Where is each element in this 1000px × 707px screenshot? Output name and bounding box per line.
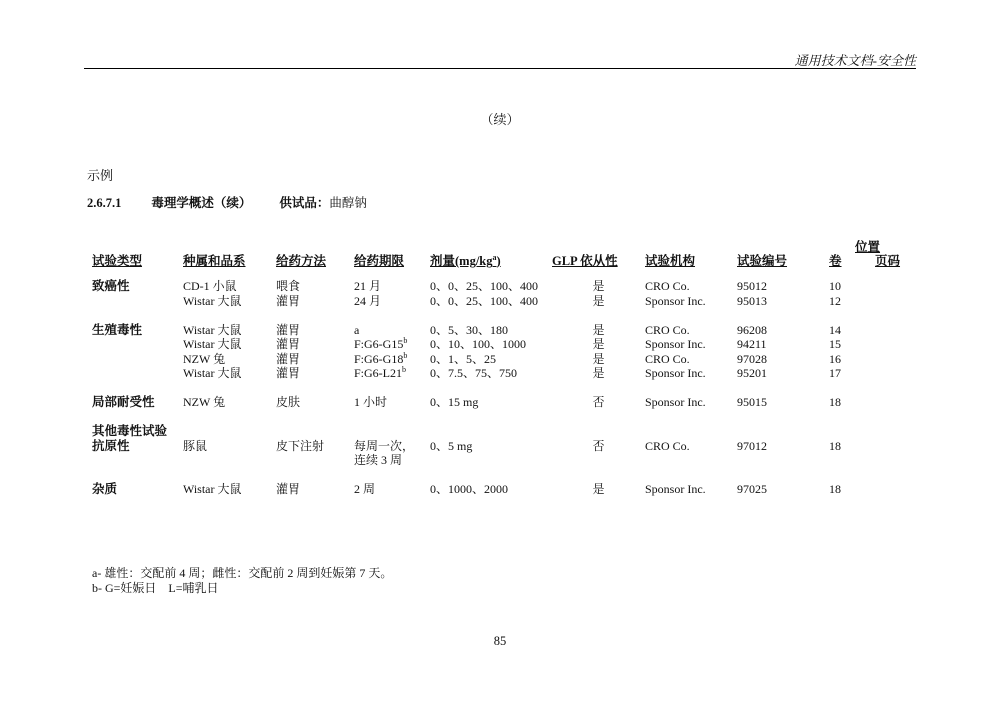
section-number: 2.6.7.1 (87, 196, 122, 210)
duration-cell (354, 294, 430, 309)
table-row (92, 308, 925, 337)
route-cell: 皮下注射 (276, 438, 325, 453)
empty-cell (829, 410, 875, 439)
duration-cell (354, 439, 430, 468)
duration-text: F:G6-L21 (354, 366, 402, 380)
empty-cell (552, 410, 645, 439)
dose-cell: 0、0、25、100、400 (430, 279, 539, 293)
section-heading (87, 193, 367, 211)
volume-cell: 18 (829, 438, 841, 453)
table-row (92, 439, 925, 468)
duration-text: 1 小时 (354, 395, 388, 409)
category-cell: 抗原性 (92, 438, 130, 453)
category-cell (92, 352, 183, 367)
test-article-label: 供试品： (279, 196, 330, 210)
dose-header-close: ) (496, 254, 501, 268)
dose-header-text: 剂量(mg/kg (430, 254, 493, 268)
species-cell: Wistar 大鼠 (183, 293, 242, 308)
category-cell (92, 294, 183, 309)
volume-cell: 16 (829, 351, 841, 366)
table-row (92, 352, 925, 367)
footnote-a: a- 雄性：交配前 4 周；雌性：交配前 2 周到妊娠第 7 天。 (92, 566, 393, 580)
glp-cell: 是 (592, 337, 605, 351)
duration-text: F:G6-G15 (354, 337, 404, 351)
duration-cell (354, 352, 430, 367)
page-cell (875, 279, 925, 294)
category-cell: 局部耐受性 (92, 395, 155, 409)
glp-cell: 否 (592, 395, 605, 409)
footnotes (92, 566, 392, 596)
page-cell (875, 366, 925, 381)
duration-text: 21 月 (354, 279, 382, 293)
glp-cell: 是 (592, 351, 605, 366)
route-cell: 灌胃 (276, 293, 301, 308)
glp-cell: 是 (592, 366, 605, 380)
column-header-page: 页码 (875, 254, 901, 268)
footnote-ref: b (403, 336, 408, 345)
species-cell: NZW 兔 (183, 395, 226, 409)
facility-cell: CRO Co. (645, 322, 690, 337)
empty-cell (354, 410, 430, 439)
table-row (92, 366, 925, 381)
dose-cell: 0、5、30、180 (430, 322, 509, 337)
footnote-ref: b (403, 350, 408, 360)
page-number: 85 (493, 634, 507, 648)
glp-cell: 是 (592, 482, 605, 496)
species-cell: NZW 兔 (183, 351, 226, 366)
facility-cell: Sponsor Inc. (645, 337, 706, 351)
table-row (92, 279, 925, 294)
duration-text: F:G6-G18 (354, 351, 404, 366)
study-no-cell: 94211 (737, 337, 767, 351)
route-cell: 灌胃 (276, 482, 301, 496)
route-cell: 灌胃 (276, 322, 301, 337)
facility-cell: Sponsor Inc. (645, 293, 706, 308)
species-cell: Wistar 大鼠 (183, 322, 242, 337)
dose-cell: 0、7.5、75、750 (430, 366, 518, 380)
duration-cell (354, 337, 430, 352)
empty-cell (737, 410, 829, 439)
route-cell: 灌胃 (276, 337, 301, 351)
example-label: 示例 (87, 168, 114, 183)
column-header-glp: GLP 依从性 (552, 254, 618, 268)
facility-cell: CRO Co. (645, 351, 690, 366)
category-cell: 杂质 (92, 482, 118, 496)
table-row (92, 381, 925, 410)
duration-text: 每周一次， 连续 3 周 (354, 438, 415, 467)
column-header-duration: 给药期限 (354, 254, 405, 268)
volume-cell: 15 (829, 337, 841, 351)
category-cell: 生殖毒性 (92, 322, 143, 337)
column-header-dose (430, 251, 501, 269)
facility-cell: CRO Co. (645, 279, 690, 293)
column-header-route: 给药方法 (276, 254, 327, 268)
facility-cell: CRO Co. (645, 438, 690, 453)
route-cell: 喂食 (276, 279, 301, 293)
toxicology-table (92, 279, 925, 497)
test-article: 曲醇钠 (329, 196, 367, 210)
study-no-cell: 97012 (737, 438, 767, 453)
study-no-cell: 95012 (737, 279, 767, 293)
route-cell: 皮肤 (276, 395, 301, 409)
dose-cell: 0、10、100、1000 (430, 337, 527, 351)
facility-cell: Sponsor Inc. (645, 395, 706, 409)
page-cell (875, 294, 925, 309)
study-no-cell: 96208 (737, 322, 767, 337)
header-rule (84, 68, 916, 69)
route-cell: 灌胃 (276, 351, 301, 366)
category-cell: 其他毒性试验 (92, 424, 168, 438)
duration-text: a (354, 322, 360, 337)
study-no-cell: 95201 (737, 366, 767, 380)
dose-cell: 0、1、5、25 (430, 351, 497, 366)
table-row (92, 294, 925, 309)
study-no-cell: 95015 (737, 395, 767, 409)
dose-cell: 0、15 mg (430, 395, 479, 409)
duration-text: 24 月 (354, 293, 382, 308)
table-row (92, 337, 925, 352)
volume-cell: 10 (829, 279, 841, 293)
category-cell: 致癌性 (92, 279, 130, 293)
continued-label: （续） (480, 112, 520, 127)
study-no-cell: 97028 (737, 351, 767, 366)
study-no-cell: 95013 (737, 293, 767, 308)
study-no-cell: 97025 (737, 482, 767, 496)
footnote-b: b- G=妊娠日 L=哺乳日 (92, 581, 219, 595)
glp-cell: 是 (592, 322, 605, 337)
column-header-volume: 卷 (829, 254, 842, 268)
species-cell: Wistar 大鼠 (183, 482, 242, 496)
glp-cell: 是 (592, 293, 605, 308)
table-row (92, 468, 925, 497)
duration-cell (354, 381, 430, 410)
species-cell: Wistar 大鼠 (183, 337, 242, 351)
dose-cell: 0、1000、2000 (430, 482, 509, 496)
dose-cell: 0、0、25、100、400 (430, 293, 539, 308)
glp-cell: 是 (592, 279, 605, 293)
empty-cell (645, 410, 737, 439)
duration-cell (354, 468, 430, 497)
facility-cell: Sponsor Inc. (645, 366, 706, 380)
empty-cell (875, 410, 925, 439)
page-cell (875, 308, 925, 337)
category-cell (92, 337, 183, 352)
duration-cell (354, 279, 430, 294)
column-header-facility: 试验机构 (645, 254, 696, 268)
page-cell (875, 352, 925, 367)
species-cell: 豚鼠 (183, 438, 208, 453)
empty-cell (430, 410, 552, 439)
volume-cell: 14 (829, 322, 841, 337)
volume-cell: 18 (829, 395, 841, 409)
empty-cell (276, 410, 354, 439)
species-cell: CD-1 小鼠 (183, 279, 237, 293)
species-cell: Wistar 大鼠 (183, 366, 242, 380)
route-cell: 灌胃 (276, 366, 301, 380)
section-title: 毒理学概述（续） (151, 196, 252, 210)
dose-cell: 0、5 mg (430, 438, 473, 453)
volume-cell: 18 (829, 482, 841, 496)
duration-cell (354, 308, 430, 337)
duration-cell (354, 366, 430, 381)
glp-cell: 否 (592, 438, 605, 453)
document-header-title: 通用技术文档-安全性 (794, 53, 916, 68)
footnote-ref: b (402, 365, 406, 374)
page-cell (875, 468, 925, 497)
column-header-study-no: 试验编号 (737, 254, 788, 268)
page-cell (875, 337, 925, 352)
column-header-location: 位置 (855, 240, 881, 254)
dose-header-sup: a (492, 252, 497, 262)
column-header-species: 种属和品系 (183, 254, 246, 268)
facility-cell: Sponsor Inc. (645, 482, 706, 496)
empty-cell (183, 410, 276, 439)
category-cell (92, 366, 183, 381)
page-cell (875, 439, 925, 468)
column-header-type: 试验类型 (92, 254, 143, 268)
volume-cell: 12 (829, 293, 841, 308)
volume-cell: 17 (829, 366, 841, 380)
table-row (92, 410, 925, 439)
duration-text: 2 周 (354, 482, 376, 496)
page-cell (875, 381, 925, 410)
